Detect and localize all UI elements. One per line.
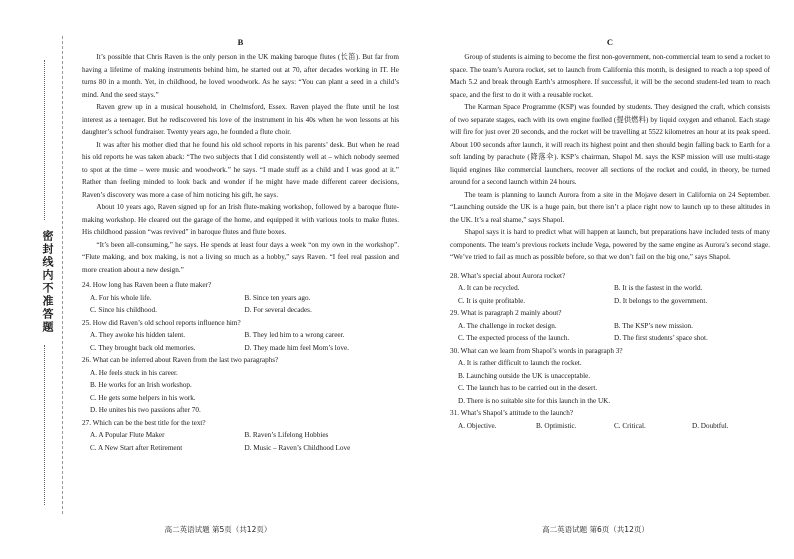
option[interactable]: D. Doubtful. xyxy=(692,421,729,430)
question-stem: 27. Which can be the best title for the text? xyxy=(82,418,206,427)
paragraph: Raven grew up in a musical household, in Chelmsford, Essex. Raven played the flute until he lost interest as a teenager. But he rediscovered his love of the instrument in his 40s when he won lessons at his daughter’s school fundraiser. Twenty years ago, he founded a flute choir. xyxy=(82,103,399,136)
question-options xyxy=(450,420,770,433)
option[interactable]: C. It is quite profitable. xyxy=(458,296,526,305)
option[interactable]: A. For his whole life. xyxy=(90,293,152,302)
question-options xyxy=(450,282,770,307)
option[interactable]: A. It is rather difficult to launch the rocket. xyxy=(458,359,582,367)
question-stem: 31. What’s Shapol’s attitude to the launch? xyxy=(450,409,574,417)
paragraph: It was after his mother died that he found his old school reports in his parents’ desk. But when he read his old reports he was taken aback: “The two subjects that I did consistently well at – which nobody seemed to spot at the time – were music and woodwork.” he says. “I made stuff as a child and I was good at it.” Rather than feeling minded to look back and wonder if he might have made different career decisions, Raven’s discovery was more a case of him noticing his gift, he says. xyxy=(82,140,399,199)
question-options xyxy=(82,292,399,317)
question-stem: 24. How long has Raven been a flute maker? xyxy=(82,281,212,289)
paragraph: The Karman Space Programme (KSP) was founded by students. They designed the craft, which consists of two separate stages, each with its own engine fuelled (提供燃料) by liquid oxygen and ethanol. Each stage will fire for just over 20 seconds, and the rocket will be travelling at 5522 kilometres an hour at its peak speed. About 100 seconds after launch, it will reach its highest point and then should begin falling back to Earth for a soft landing by parachute (降落伞). KSP’s chairman, Shapol M. says the KSP mission will use multi-stage liquid engines like commercial launchers, recover all sections of the rocket and could, in theory, be turned around for a second launch within 24 hours. xyxy=(450,103,770,186)
option[interactable]: D. The first students’ space shot. xyxy=(614,334,708,342)
section-title: B xyxy=(237,37,244,47)
option[interactable]: C. The launch has to be carried out in the desert. xyxy=(458,384,598,392)
binding-divider xyxy=(62,36,63,514)
passage-b xyxy=(82,36,399,454)
option[interactable]: B. They led him to a wrong career. xyxy=(244,331,345,339)
question-options xyxy=(82,329,399,354)
option[interactable]: A. A Popular Flute Maker xyxy=(90,431,165,439)
option[interactable]: B. Since ten years ago. xyxy=(244,293,311,302)
paragraph: Shapol says it is hard to predict what will happen at launch, but preparations have included tests of many components. The team’s previous rockets include Vega, powered by the same engine as Aurora’s second stage. “We’ve tried to fail as much as possible before, so that we don’t fail on the big one,” says Shapol. xyxy=(450,228,770,261)
question-options xyxy=(82,429,399,454)
option[interactable]: C. A New Start after Retirement xyxy=(90,443,183,452)
option[interactable]: D. For several decades. xyxy=(244,306,312,314)
option[interactable]: A. It can be recycled. xyxy=(458,284,520,292)
option[interactable]: B. Optimistic. xyxy=(536,421,577,430)
question-stem: 25. How did Raven’s old school reports influence him? xyxy=(82,318,241,327)
option[interactable]: D. There is no suitable site for this launch in the UK. xyxy=(458,396,611,405)
paragraph: The team is planning to launch Aurora from a site in the Mojave desert in California on 24 September. “Launching outside the UK is a huge pain, but there isn’t a place right now to launch up to these altitudes in the UK. It’s a real shame,” says Shapol. xyxy=(450,190,770,224)
option[interactable]: A. Objective. xyxy=(458,421,497,430)
page-footer: 高二英语试题 第5页（共12页） xyxy=(164,525,272,534)
paragraph: Group of students is aiming to become the first non-government, non-commercial team to send a rocket to space. The team’s Aurora rocket, set to launch from California this month, is designed to reach a top speed of Mach 5.2 and break through Earth’s atmosphere. If successful, it will be the second student-led team to reach space, and the first to do it with a reusable rocket. xyxy=(450,53,770,99)
paragraph: About 10 years ago, Raven signed up for an Irish flute-making workshop, followed by a baroque flute-making workshop. He cleared out the garage of the home, and equipped it with various tools to make flutes. His childhood passion “was revived” in baroque flutes and flute boxes. xyxy=(82,203,399,236)
right-page xyxy=(397,0,794,559)
option[interactable]: C. The expected process of the launch. xyxy=(458,334,570,342)
option[interactable]: D. They made him feel Mom’s love. xyxy=(244,343,349,352)
option[interactable]: A. They awoke his hidden talent. xyxy=(90,331,186,339)
page-footer: 高二英语试题 第6页（共12页） xyxy=(542,525,649,534)
passage-c xyxy=(450,36,770,432)
option[interactable]: C. Since his childhood. xyxy=(90,306,157,314)
option[interactable]: B. Raven’s Lifelong Hobbies xyxy=(244,431,329,439)
question-stem: 26. What can be inferred about Raven from the last two paragraphs? xyxy=(82,356,279,364)
option[interactable]: D. It belongs to the government. xyxy=(614,296,708,305)
question-stem: 30. What can we learn from Shapol’s words in paragraph 3? xyxy=(450,346,623,355)
seal-dotted-line xyxy=(44,60,45,220)
option[interactable]: D. Music – Raven’s Childhood Love xyxy=(244,443,351,452)
seal-warning-text: 密封线内不准答题 xyxy=(41,230,54,334)
question-stem: 28. What’s special about Aurora rocket? xyxy=(450,271,566,280)
option[interactable]: C. They brought back old memories. xyxy=(90,343,196,352)
option[interactable]: A. The challenge in rocket design. xyxy=(458,321,557,330)
binding-margin xyxy=(0,0,58,559)
option[interactable]: B. Launching outside the UK is unacceptable. xyxy=(458,371,591,380)
option[interactable]: B. The KSP’s new mission. xyxy=(614,321,693,330)
option[interactable]: C. Critical. xyxy=(614,421,646,430)
question-stem: 29. What is paragraph 2 mainly about? xyxy=(450,309,562,317)
section-title: C xyxy=(606,37,614,47)
paragraph: It’s possible that Chris Raven is the only person in the UK making baroque flutes (长笛). But far from having a lifetime of making instruments behind him, he started out at 70, after decades working in IT. He turns 80 in a month. Yet, in childhood, he loved woodwork. As he says: “You can plant a seed in a child’s mind. And the seed stays.” xyxy=(82,53,399,99)
paragraph: “It’s been all-consuming,” he says. He spends at least four days a week “on my own in the workshop”. “Flute making, and box making, is not a living so much as a hobby,” says Raven. “I feel real passion and more creation about a new design.” xyxy=(82,240,399,274)
option[interactable]: B. He works for an Irish workshop. xyxy=(90,381,192,389)
question-options xyxy=(450,320,770,345)
option[interactable]: A. He feels stuck in his career. xyxy=(90,368,178,377)
option[interactable]: D. He unites his two passions after 70. xyxy=(90,406,201,414)
seal-dotted-line xyxy=(44,345,45,505)
option[interactable]: B. It is the fastest in the world. xyxy=(614,284,703,292)
option[interactable]: C. He gets some helpers in his work. xyxy=(90,393,196,402)
